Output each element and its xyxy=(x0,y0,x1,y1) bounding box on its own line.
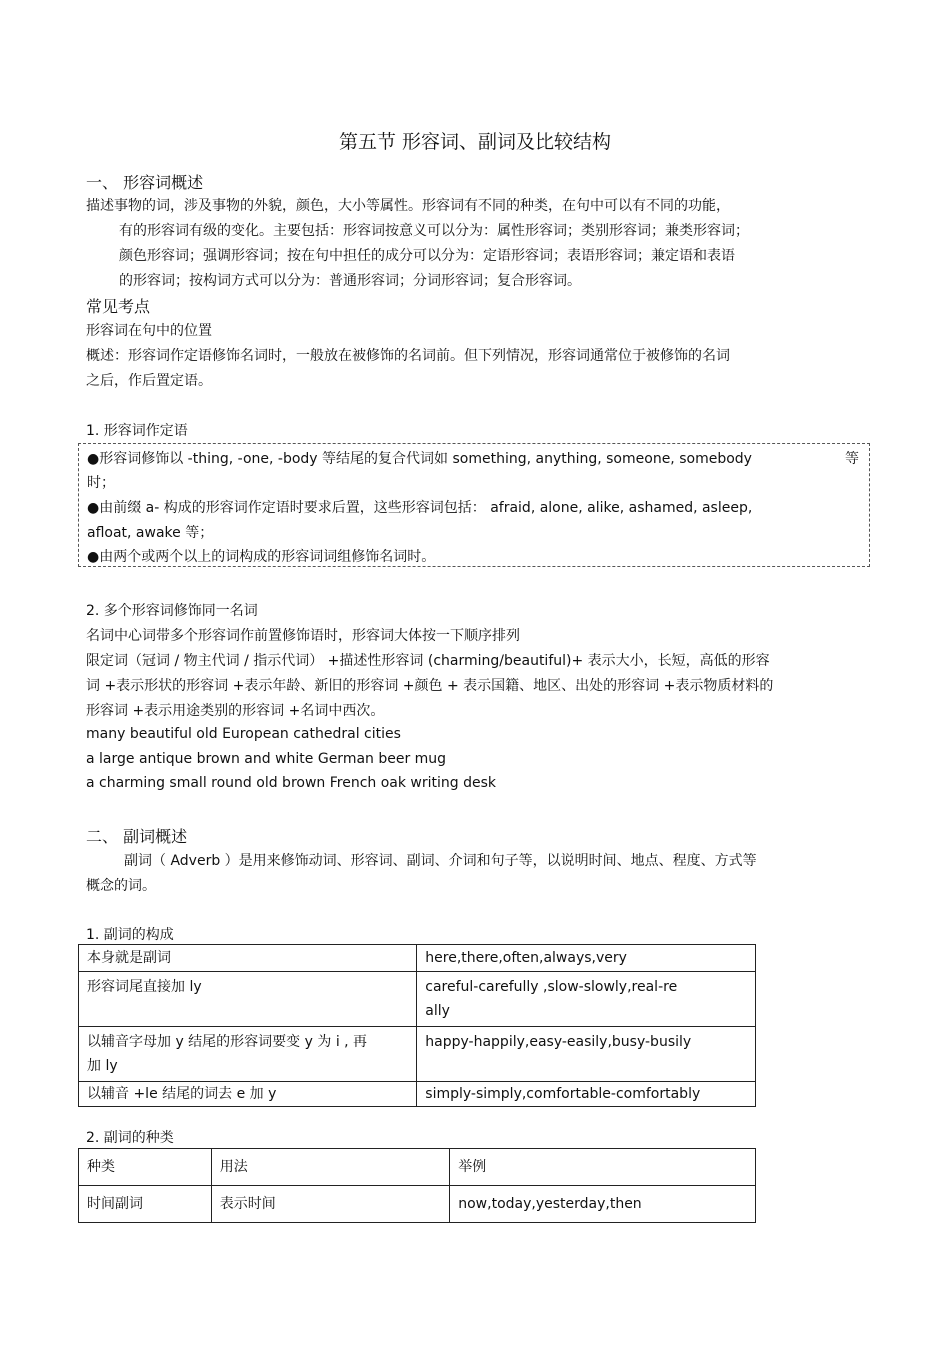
example-2: a large antique brown and white German beer mug xyxy=(86,751,447,767)
rule-1-end: 等 xyxy=(845,451,859,467)
table-row xyxy=(79,1082,756,1107)
order-line-4: 形容词 +表示用途类别的形容词 +名词中西次。 xyxy=(86,703,385,719)
header-usage: 用法 xyxy=(211,1149,449,1186)
formation-example: careful-carefully ,slow-slowly,real-re ally xyxy=(417,972,756,1027)
adj-desc-line-2: 有的形容词有级的变化。主要包括：形容词按意义可以分为：属性形容词；类别形容词；兼类形容词； xyxy=(119,223,749,239)
order-line-3: 词 +表示形状的形容词 +表示年龄、新旧的形容词 +颜色 + 表示国籍、地区、出处的形容词 +表示物质材料的 xyxy=(86,678,774,694)
adverb-desc-line-1: 副词（ Adverb ）是用来修饰动词、形容词、副词、介词和句子等，以说明时间、地点、程度、方式等 xyxy=(124,853,757,869)
adj-desc-line-1: 描述事物的词，涉及事物的外貌，颜色，大小等属性。形容词有不同的种类，在句中可以有不同的功能， xyxy=(86,198,730,214)
subheading-adverb-formation: 1. 副词的构成 xyxy=(86,927,174,943)
rule-2-line-2: afloat, awake 等； xyxy=(87,525,214,541)
adj-desc-line-4: 的形容词；按构词方式可以分为：普通形容词；分词形容词；复合形容词。 xyxy=(119,273,581,289)
table-row xyxy=(79,945,756,972)
section-heading-adjective: 一、 形容词概述 xyxy=(86,173,204,192)
subheading-multiple-adjectives: 2. 多个形容词修饰同一名词 xyxy=(86,603,258,619)
example-1: many beautiful old European cathedral cities xyxy=(86,726,401,742)
type-cell: 时间副词 xyxy=(79,1186,212,1223)
example-cell: now,today,yesterday,then xyxy=(450,1186,756,1223)
formation-example: here,there,often,always,very xyxy=(417,945,756,972)
rules-box xyxy=(78,443,870,567)
formation-rule: 以辅音 +le 结尾的词去 e 加 y xyxy=(79,1082,417,1107)
overview-line-1: 概述：形容词作定语修饰名词时，一般放在被修饰的名词前。但下列情况，形容词通常位于被修饰的名词 xyxy=(86,348,730,364)
rule-1-line-2: 时； xyxy=(87,475,115,491)
rule-1-line-1: ●形容词修饰以 -thing, -one, -body 等结尾的复合代词如 something, anything, someone, somebody xyxy=(87,451,752,467)
adverb-formation-table xyxy=(78,944,756,1107)
example-3: a charming small round old brown French oak writing desk xyxy=(86,775,497,791)
order-line-1: 名词中心词带多个形容词作前置修饰语时，形容词大体按一下顺序排列 xyxy=(86,628,520,644)
order-line-2: 限定词（冠词 / 物主代词 / 指示代词） +描述性形容词 (charming/beautiful)+ 表示大小，长短，高低的形容 xyxy=(86,653,770,669)
subheading-adverb-types: 2. 副词的种类 xyxy=(86,1130,174,1146)
adverb-types-table xyxy=(78,1148,756,1223)
adverb-desc-line-2: 概念的词。 xyxy=(86,878,156,894)
adj-desc-line-3: 颜色形容词；强调形容词；按在句中担任的成分可以分为：定语形容词；表语形容词；兼定语和表语 xyxy=(119,248,735,264)
formation-rule: 本身就是副词 xyxy=(79,945,417,972)
subheading-attributive: 1. 形容词作定语 xyxy=(86,423,188,439)
rule-3: ●由两个或两个以上的词构成的形容词词组修饰名词时。 xyxy=(87,549,436,565)
page-title: 第五节 形容词、副词及比较结构 xyxy=(338,131,612,153)
position-heading: 形容词在句中的位置 xyxy=(86,323,212,339)
table-row xyxy=(79,972,756,1027)
header-type: 种类 xyxy=(79,1149,212,1186)
common-points-heading: 常见考点 xyxy=(86,297,151,316)
formation-rule: 以辅音字母加 y 结尾的形容词要变 y 为 i , 再 加 ly xyxy=(79,1027,417,1082)
table-row xyxy=(79,1186,756,1223)
table-row xyxy=(79,1027,756,1082)
table-header-row xyxy=(79,1149,756,1186)
rule-2-line-1: ●由前缀 a- 构成的形容词作定语时要求后置，这些形容词包括： afraid, alone, alike, ashamed, asleep, xyxy=(87,500,753,516)
overview-line-2: 之后，作后置定语。 xyxy=(86,373,212,389)
formation-example: happy-happily,easy-easily,busy-busily xyxy=(417,1027,756,1082)
header-example: 举例 xyxy=(450,1149,756,1186)
formation-rule: 形容词尾直接加 ly xyxy=(79,972,417,1027)
section-heading-adverb: 二、 副词概述 xyxy=(86,827,188,846)
formation-example: simply-simply,comfortable-comfortably xyxy=(417,1082,756,1107)
usage-cell: 表示时间 xyxy=(211,1186,449,1223)
